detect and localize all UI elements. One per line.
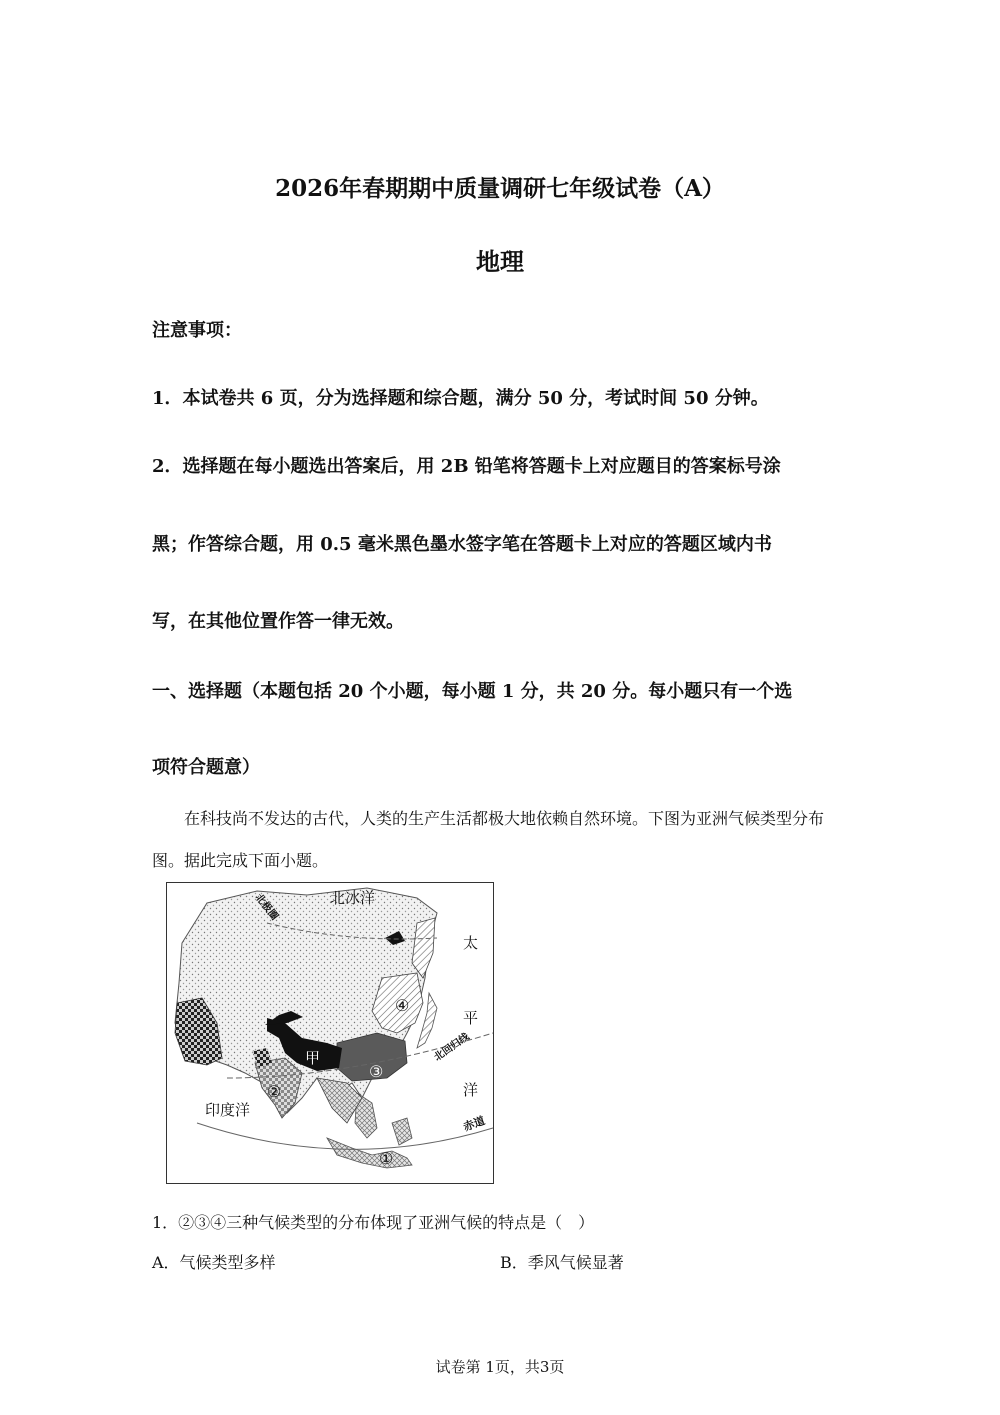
label-zone-4: ④ bbox=[395, 998, 410, 1015]
notice-item-2-line-1: 2．选择题在每小题选出答案后，用 2B 铅笔将答题卡上对应题目的答案标号涂 bbox=[152, 456, 781, 477]
notice-heading: 注意事项： bbox=[152, 320, 242, 341]
label-zone-2: ② bbox=[267, 1084, 282, 1101]
label-arctic-circle: 北极圈 bbox=[252, 892, 280, 923]
label-jia: 甲 bbox=[305, 1050, 321, 1067]
label-pacific-1: 太 bbox=[463, 935, 479, 952]
intro-paragraph: 在科技尚不发达的古代，人类的生产生活都极大地依赖自然环境。下图为亚洲气候类型分布图。据此完成下面小题。 bbox=[152, 809, 825, 870]
section-heading-line-1: 一、选择题（本题包括 20 个小题，每小题 1 分，共 20 分。每小题只有一个选 bbox=[152, 681, 793, 702]
label-equator: 赤道 bbox=[461, 1115, 487, 1134]
label-indian-ocean: 印度洋 bbox=[205, 1102, 251, 1119]
question-1-option-a[interactable]: A．气候类型多样 bbox=[152, 1253, 276, 1272]
notice-item-2-line-2: 黑；作答综合题，用 0.5 毫米黑色墨水签字笔在答题卡上对应的答题区域内书 bbox=[152, 534, 772, 555]
question-1-stem: 1．②③④三种气候类型的分布体现了亚洲气候的特点是（ ） bbox=[152, 1213, 595, 1232]
label-pacific-2: 平 bbox=[463, 1010, 479, 1027]
asia-climate-map bbox=[166, 882, 494, 1184]
label-zone-1: ① bbox=[379, 1151, 394, 1168]
section-heading-line-2: 项符合题意） bbox=[152, 757, 260, 778]
subject-title: 地理 bbox=[476, 247, 524, 276]
label-pacific-3: 洋 bbox=[463, 1082, 479, 1099]
page-footer: 试卷第 1页，共3页 bbox=[435, 1358, 565, 1376]
question-1-option-b[interactable]: B．季风气候显著 bbox=[500, 1253, 624, 1272]
notice-item-1: 1．本试卷共 6 页，分为选择题和综合题，满分 50 分，考试时间 50 分钟。 bbox=[152, 388, 769, 409]
exam-title: 2026年春期期中质量调研七年级试卷（A） bbox=[275, 175, 725, 202]
label-arctic-ocean: 北冰洋 bbox=[330, 890, 376, 907]
label-tropic: 北回归线 bbox=[432, 1031, 472, 1064]
label-zone-3: ③ bbox=[369, 1064, 384, 1081]
notice-item-2-line-3: 写，在其他位置作答一律无效。 bbox=[152, 611, 404, 632]
